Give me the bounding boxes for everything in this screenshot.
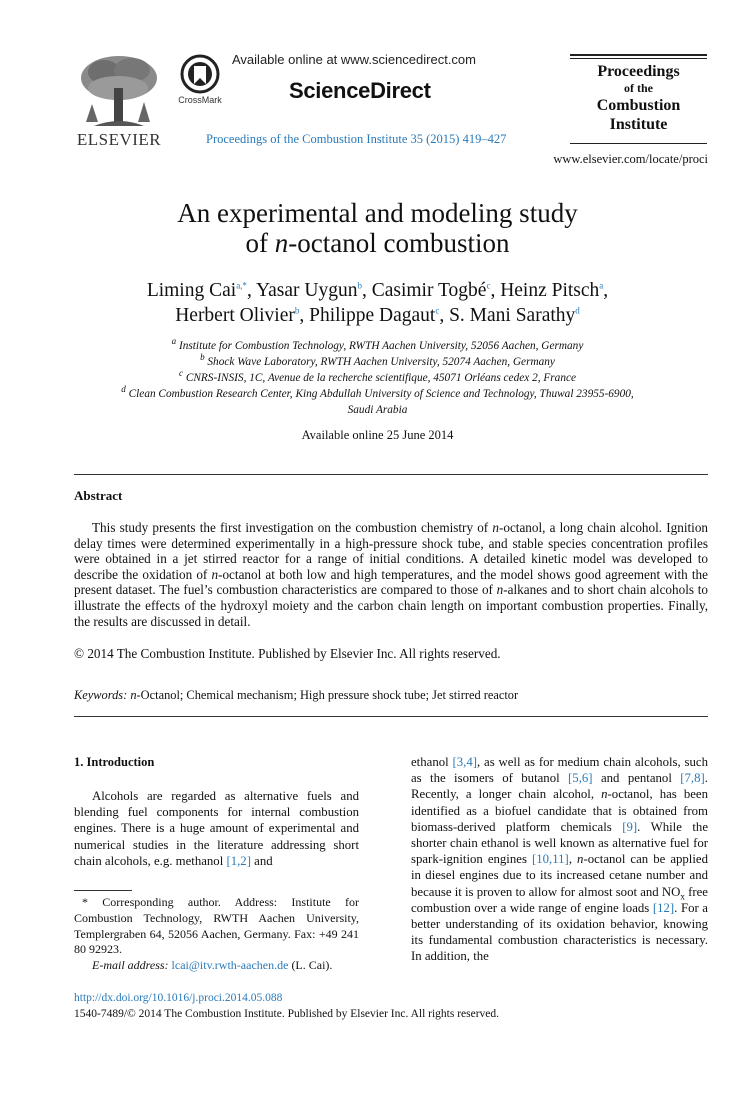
- affiliation-d: $^d$ Clean Combustion Research Center, King Abdullah University of Science and Technology, Thuwal 23955-6900,: [121, 384, 634, 400]
- section-heading-introduction: 1. Introduction: [74, 755, 155, 769]
- citation-link[interactable]: [5,6]: [568, 771, 593, 786]
- journal-line-combustion: Combustion: [596, 97, 681, 114]
- divider-top: [74, 474, 708, 475]
- author-aff-mark[interactable]: a,*: [236, 280, 247, 291]
- author-line-1: Liming Cai$^{a,*}$, Yasar Uygun$^b$, Casimir Togbé$^c$, Heinz Pitsch$^a$,: [146, 280, 609, 301]
- affiliation-b: $^b$ Shock Wave Laboratory, RWTH Aachen University, 52074 Aachen, Germany: [200, 352, 555, 368]
- available-online-text: Available online at www.sciencedirect.com: [232, 52, 476, 67]
- author-name[interactable]: Yasar Uygun: [255, 280, 358, 301]
- author-aff-mark[interactable]: c: [435, 305, 440, 316]
- journal-url[interactable]: www.elsevier.com/locate/proci: [553, 152, 708, 166]
- journal-line-institute: Institute: [609, 116, 668, 133]
- affiliation-c: $^c$ CNRS-INSIS, 1C, Avenue de la recherche scientifique, 45071 Orléans cedex 2, France: [179, 368, 576, 384]
- author-name[interactable]: Herbert Olivier: [175, 305, 295, 326]
- title-line-1: An experimental and modeling study: [177, 198, 578, 228]
- author-name[interactable]: S. Mani Sarathy: [449, 305, 576, 326]
- affiliation-list: [40, 338, 715, 418]
- crossmark-badge[interactable]: [172, 54, 228, 108]
- abstract-body: This study presents the first investigation on the combustion chemistry of n-octanol, a long chain alcohol. Ignition delay times were determined experimentally in a high-pressure shock tube, and stable species concentration profiles were obtained in a jet stirred reactor for a range of initial conditions. A detailed kinetic model was developed to describe the oxidation of n-octanol at both low and high temperatures, and the model shows good agreement with the present dataset. The fuel’s combustion characteristics are compared to those of n-alkanes and to short chain alcohols to illustrate the effects of the hydroxyl moiety and the carbon chain length on important combustion properties. Finally, the results are discussed in detail.: [74, 520, 709, 629]
- citation-link[interactable]: [7,8]: [680, 771, 705, 786]
- journal-box-rule-bottom: [570, 143, 707, 144]
- author-aff-mark[interactable]: c: [486, 280, 491, 291]
- author-name[interactable]: Heinz Pitsch: [500, 280, 600, 301]
- affiliation-a: $^a$ Institute for Combustion Technology, RWTH Aachen University, 52056 Aachen, Germany: [171, 336, 584, 352]
- journal-line-ofthe: of the: [624, 81, 653, 95]
- journal-box-rule-top2: [570, 58, 707, 59]
- abstract-copyright: © 2014 The Combustion Institute. Published by Elsevier Inc. All rights reserved.: [74, 646, 501, 661]
- citation-link[interactable]: [3,4]: [452, 755, 478, 769]
- footnote-rule: [74, 890, 132, 891]
- abstract-heading: Abstract: [74, 488, 123, 503]
- footnote-email: E-mail address: lcai@itv.rwth-aachen.de (L. Cai).: [92, 958, 333, 972]
- citation-link[interactable]: [1,2]: [226, 853, 251, 868]
- intro-right-paragraph: ethanol [3,4], as well as for medium chain alcohols, such as the isomers of butanol [5,6] and pentanol [7,8]. Recently, a longer chain alcohol, n-octanol, has been identified as a biofuel candidate that is obtained from biomass-derived platform chemicals [9]. While the shorter chain ethanol is well known as alternative fuel for spark-ignition engines [10,11], n-octanol can be applied in diesel engines due to its increased cetane number and because it is proven to allow for almost soot and $NO_x$ free combustion over a wide range of engine loads [12]. For a better understanding of its oxidation behavior, knowing its fundamental combustion characteristics is necessary. In addition, the: [411, 755, 708, 964]
- email-link[interactable]: lcai@itv.rwth-aachen.de: [171, 958, 289, 972]
- journal-citation[interactable]: Proceedings of the Combustion Institute 35 (2015) 419–427: [206, 132, 507, 146]
- crossmark-icon: [180, 54, 220, 94]
- crossmark-label: CrossMark: [178, 95, 222, 105]
- journal-box-rule-top: [570, 54, 707, 56]
- journal-line-proceedings: Proceedings: [597, 63, 680, 80]
- author-aff-mark[interactable]: a: [599, 280, 604, 291]
- citation-link[interactable]: [10,11]: [531, 852, 569, 867]
- footnote-corresponding: * Corresponding author. Address: Institute for Combustion Technology, RWTH Aachen University, Templergraben 64, 52056 Aachen, Germany. Fax: +49 241 80 92923.: [74, 895, 360, 957]
- elsevier-tree-icon: [74, 52, 164, 130]
- author-aff-mark[interactable]: b: [357, 280, 362, 291]
- divider-bottom: [74, 716, 708, 717]
- affiliation-d-cont: Saudi Arabia: [347, 404, 408, 416]
- keywords-line: Keywords: n-Octanol; Chemical mechanism; High pressure shock tube; Jet stirred reactor: [74, 688, 519, 702]
- elsevier-logo: [74, 52, 164, 148]
- doi-link[interactable]: http://dx.doi.org/10.1016/j.proci.2014.05.088: [74, 992, 283, 1004]
- author-name[interactable]: Liming Cai: [146, 280, 237, 301]
- citation-link[interactable]: [9]: [622, 819, 638, 834]
- author-name[interactable]: Casimir Togbé: [371, 280, 487, 301]
- title-line-2: of n-octanol combustion: [245, 228, 510, 258]
- article-title: [0, 198, 755, 258]
- citation-link[interactable]: [12]: [652, 900, 675, 915]
- keywords-label: Keywords:: [74, 688, 128, 702]
- sciencedirect-logo: ScienceDirect: [289, 78, 431, 103]
- author-aff-mark[interactable]: b: [294, 305, 300, 316]
- journal-name-block: [570, 62, 707, 134]
- elsevier-wordmark: ELSEVIER: [76, 130, 162, 149]
- available-date: Available online 25 June 2014: [301, 428, 454, 442]
- issn-line: 1540-7489/© 2014 The Combustion Institute. Published by Elsevier Inc. All rights reserved.: [74, 1008, 500, 1020]
- intro-left-paragraph: Alcohols are regarded as alternative fuels and blending fuel components for internal combustion engines. There is a huge amount of experimental and numerical studies in the literature addressing short chain alcohols, e.g. methanol [1,2] and: [74, 789, 359, 868]
- author-list: [0, 278, 755, 328]
- author-aff-mark[interactable]: d: [575, 305, 580, 316]
- author-name[interactable]: Philippe Dagaut: [309, 305, 436, 326]
- author-line-2: Herbert Olivier$^b$, Philippe Dagaut$^c$, S. Mani Sarathy$^d$: [175, 305, 580, 326]
